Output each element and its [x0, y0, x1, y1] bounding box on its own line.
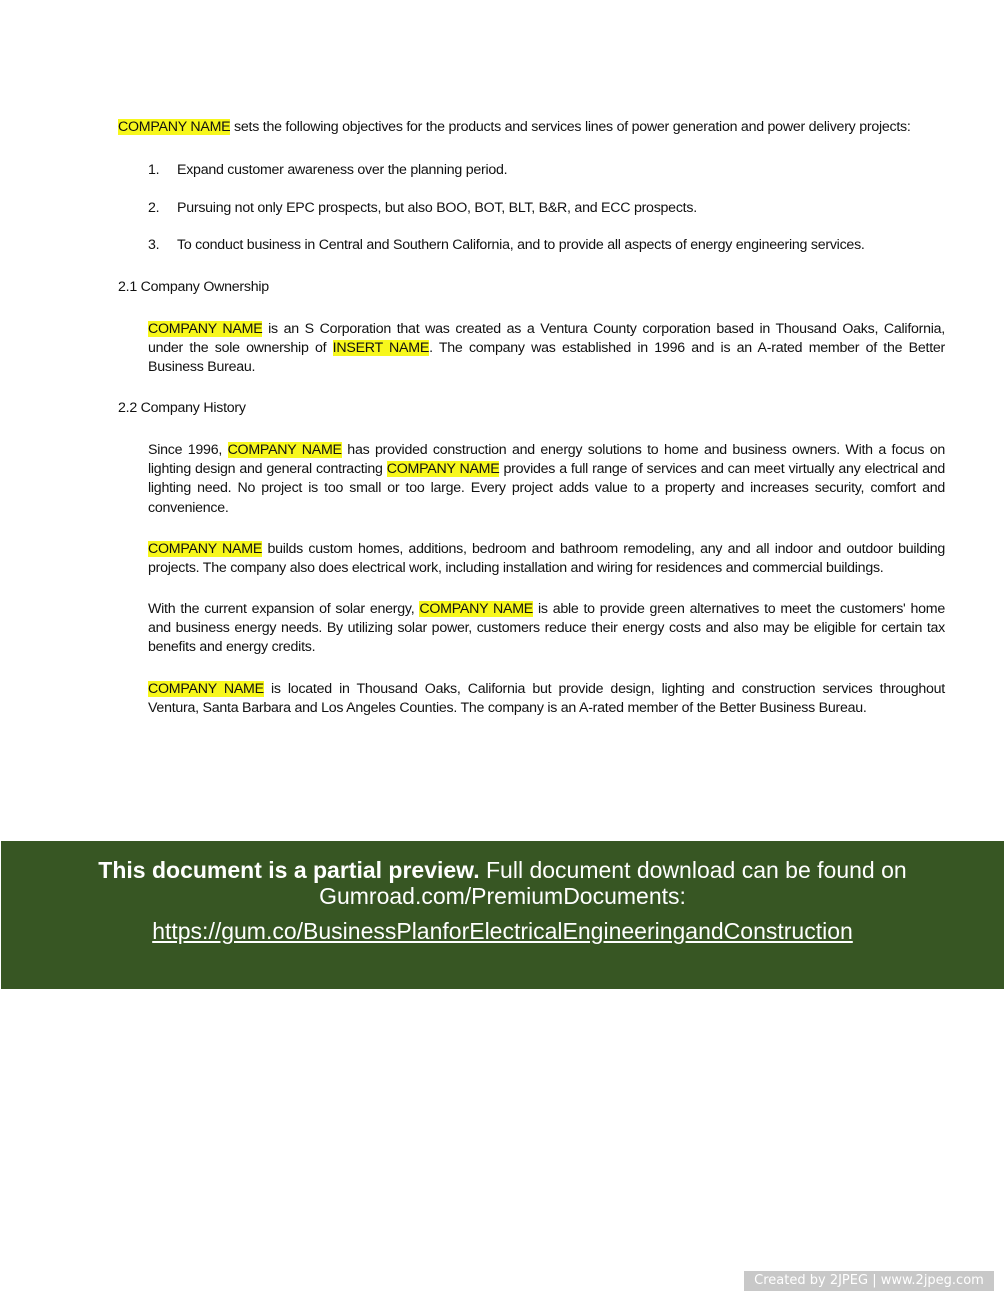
- section-heading-history: 2.2 Company History: [118, 400, 246, 416]
- preview-banner: [1, 841, 1004, 989]
- list-item: 1. Expand customer awareness over the planning period.: [148, 162, 508, 178]
- intro-paragraph: COMPANY NAME sets the following objectives for the products and services lines of power generation and power delivery projects:: [118, 119, 911, 135]
- history-paragraph: COMPANY NAME builds custom homes, additions, bedroom and bathroom remodeling, any and all indoor and outdoor building projects. The company also does electrical work, including installation and wiring for residences and commercial buildings.: [148, 541, 946, 577]
- history-paragraph: With the current expansion of solar energy, COMPANY NAME is able to provide green alternatives to meet the customers' home and business energy needs. By utilizing solar power, customers reduce their energy costs and also may be eligible for certain tax benefits and energy credits.: [148, 601, 945, 656]
- list-item: 3. To conduct business in Central and Southern California, and to provide all aspects of energy engineering services.: [148, 237, 865, 253]
- section-heading-ownership: 2.1 Company Ownership: [118, 279, 269, 295]
- history-paragraph: Since 1996, COMPANY NAME has provided construction and energy solutions to home and business owners. With a focus on lighting design and general contracting COMPANY NAME provides a full range of services and can meet virtually any electrical and lighting need. No project is too small or too large. Every project adds value to a property and increases security, comfort and convenience.: [148, 442, 946, 516]
- watermark: Created by 2JPEG | www.2jpeg.com: [744, 1271, 994, 1291]
- download-link[interactable]: https://gum.co/BusinessPlanforElectricalEngineeringandConstruction: [152, 918, 853, 944]
- list-item: 2. Pursuing not only EPC prospects, but also BOO, BOT, BLT, B&R, and ECC prospects.: [148, 200, 697, 216]
- banner-text: This document is a partial preview. Full document download can be found on Gumroad.com/PremiumDocuments:: [98, 857, 907, 909]
- history-paragraph: COMPANY NAME is located in Thousand Oaks, California but provide design, lighting and construction services throughout Ventura, Santa Barbara and Los Angeles Counties. The company is an A-rated member of the Better Business Bureau.: [148, 681, 945, 717]
- ownership-paragraph: COMPANY NAME is an S Corporation that was created as a Ventura County corporation based in Thousand Oaks, California, under the sole ownership of INSERT NAME. The company was established in 1996 and is an A-rated member of the Better Business Bureau.: [148, 321, 946, 376]
- placeholder-highlight: COMPANY NAME: [118, 119, 231, 135]
